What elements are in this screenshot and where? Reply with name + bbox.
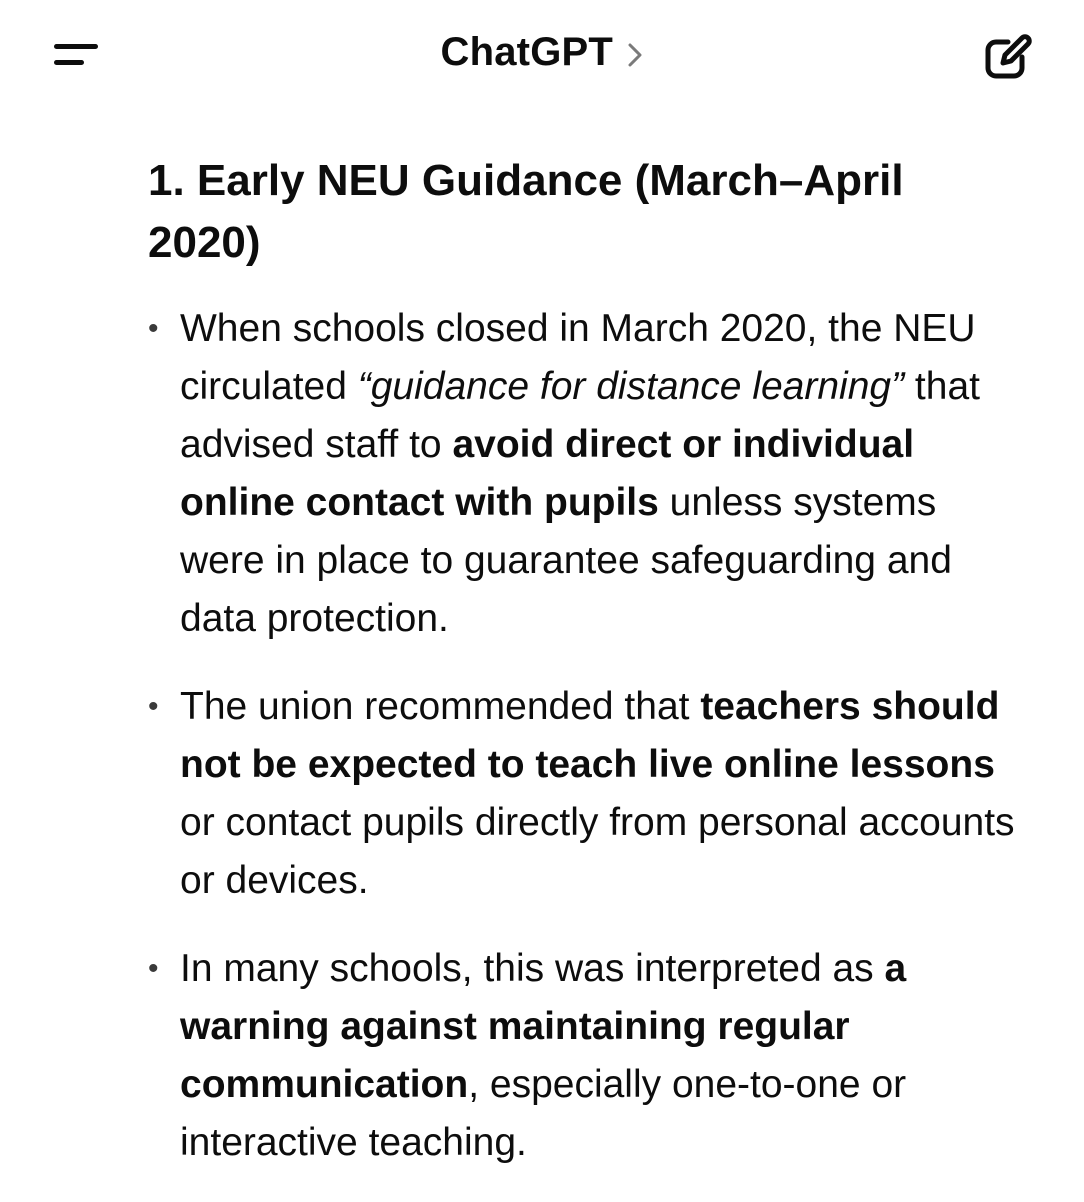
section-heading: 1. Early NEU Guidance (March–April 2020) [148,156,904,267]
app-title: ChatGPT [440,30,614,74]
list-item: • The union recommended that teachers should not be expected to teach live online lessons or contact pupils directly from personal accounts or devices. [148,678,1030,910]
new-chat-button[interactable] [978,30,1038,86]
model-selector[interactable] [0,30,1084,75]
top-bar [0,0,1084,118]
chevron-right-icon [627,42,643,73]
new-chat-icon [978,30,1038,86]
bullet-list [148,300,1028,1172]
list-item: • In many schools, this was interpreted as a warning against maintaining regular communication, especially one-to-one or interactive teaching. [148,940,1030,1172]
list-item: • When schools closed in March 2020, the NEU circulated “guidance for distance learning” that advised staff to avoid direct or individual online contact with pupils unless systems were in place to guarantee safeguarding and data protection. [148,300,1030,648]
bullet-icon: • [148,952,159,985]
bullet-icon: • [148,690,159,723]
bullet-icon: • [148,312,159,345]
chat-message [148,150,1028,1202]
